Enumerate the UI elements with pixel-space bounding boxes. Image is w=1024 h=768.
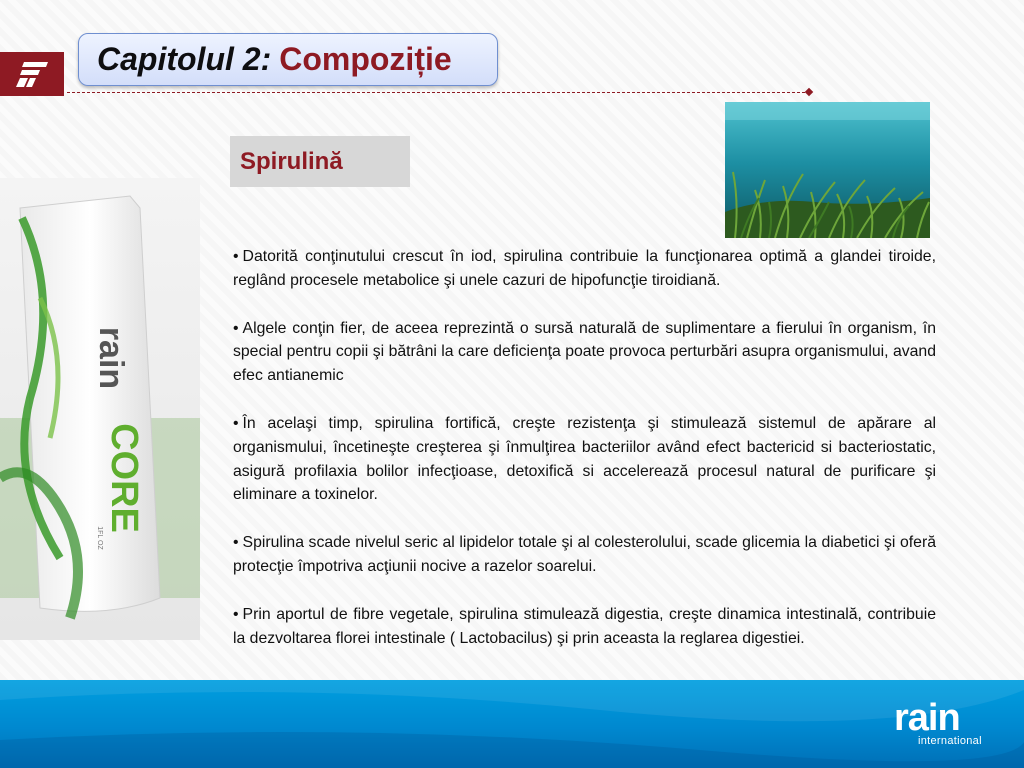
bullet-icon: • [233,414,239,432]
chapter-number: Capitolul 2: [97,41,272,77]
product-brand: rain [92,326,130,390]
rain-core-product-photo [0,178,200,640]
bullet-icon: • [233,605,239,623]
list-item [233,412,936,507]
seaweed-underwater-photo [725,102,930,238]
bullet-text: Datorită conţinutului crescut în iod, spirulina contribuie la funcţionarea optimă a glandei tiroide, reglând procesele metabolice şi unele cazuri de hipofuncţie tiroidiană. [233,248,936,289]
product-name: CORE [103,423,145,533]
rain-international-logo [892,698,992,752]
slash-logo-icon [14,60,50,88]
chapter-title: Compoziție [279,41,452,77]
product-size: 1FL OZ [96,526,103,550]
bullet-list [233,245,936,674]
list-item [233,603,936,651]
bullet-text: În acelaşi timp, spirulina fortifică, creşte rezistenţa şi stimulează sistemul de apărare al organismului, încetineşte creşterea şi înmulţirea bacteriilor având efect bactericid si bacteriostatic, asigură profilaxia bolilor infecţioase, detoxifică si accelerează procesul natural de purificare şi eliminare a toxinelor. [233,414,936,504]
chapter-title-box [78,33,498,86]
logo-sub: international [918,735,982,747]
list-item [233,531,936,579]
bullet-text: Spirulina scade nivelul seric al lipidelor totale şi al colesterolului, scade glicemia la diabetici şi oferă protecţie împotriva acţiunii nocive a razelor soarelui. [233,534,936,575]
list-item [233,317,936,388]
logo-word: rain [894,697,960,739]
bullet-icon: • [233,534,239,552]
footer-band [0,680,1024,768]
list-item [233,245,936,293]
bullet-icon: • [233,248,239,265]
bullet-text: Algele conţin fier, de aceea reprezintă o sursă naturală de suplimentare a fierului în organism, în special pentru copii şi bătrâni la care deficienţa poate provoca perturbări asupra organismului, avand efec antianemic [233,319,936,385]
bullet-text: Prin aportul de fibre vegetale, spirulina stimulează digestia, creşte dinamica intestinală, contribuie la dezvoltarea florei intestinale ( Lactobacilus) şi prin aceasta la reglarea digestiei. [233,605,936,647]
brand-tab [0,52,64,96]
section-label: Spirulină [230,136,410,187]
bullet-icon: • [233,319,239,337]
title-divider [67,92,805,93]
